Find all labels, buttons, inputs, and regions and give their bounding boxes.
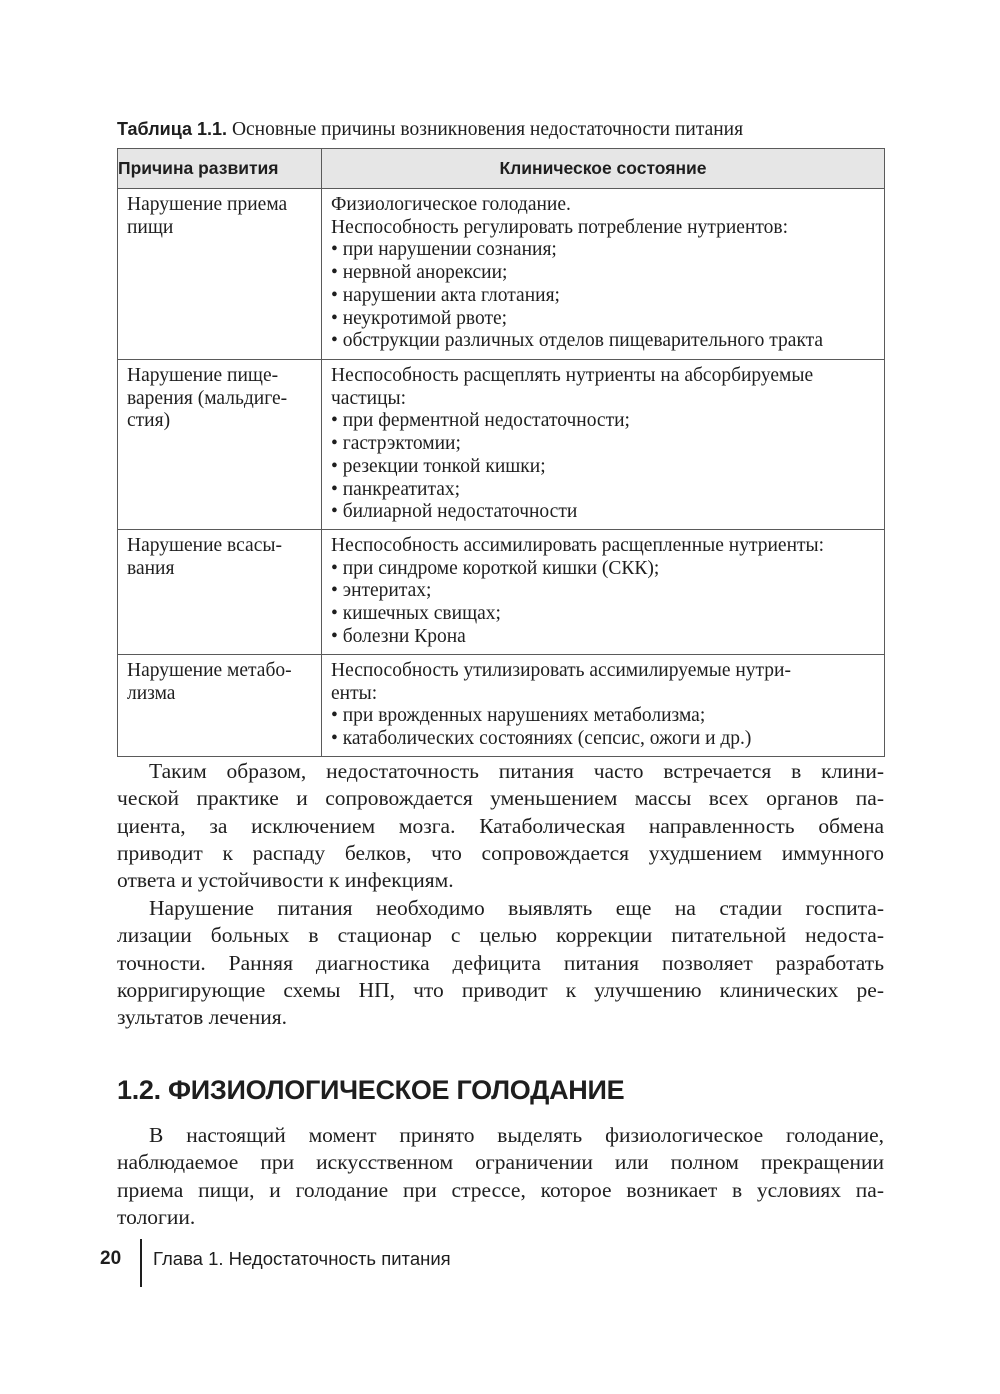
cause-cell <box>118 360 322 530</box>
table-caption-label: Таблица 1.1. <box>117 119 228 139</box>
cause-line: Нарушение метабо- <box>127 660 292 681</box>
section-paragraph <box>117 1122 884 1231</box>
bullet-item: • панкреатитах; <box>331 479 878 502</box>
section-heading: 1.2. ФИЗИОЛОГИЧЕСКОЕ ГОЛОДАНИЕ <box>117 1075 625 1105</box>
bullet-item: • обструкции различных отделов пищеварительного тракта <box>331 330 878 353</box>
footer-divider <box>140 1239 142 1287</box>
state-line: Неспособность расщеплять нутриенты на абсорбируемые <box>331 365 814 386</box>
cause-cell <box>118 189 322 360</box>
cause-line: Нарушение пище- <box>127 365 279 386</box>
bullet-item: • при нарушении сознания; <box>331 239 878 262</box>
bullet-item: • неукротимой рвоте; <box>331 308 878 331</box>
cause-line: вания <box>127 557 175 579</box>
bullet-item: • нервной анорексии; <box>331 262 878 285</box>
bullet-item: • при синдроме короткой кишки (СКК); <box>331 558 878 581</box>
bullet-item: • гастрэктомии; <box>331 433 878 456</box>
paragraph-line: ческой практике и сопровождается уменьшением массы всех органов па- <box>117 786 884 811</box>
state-line: Неспособность утилизировать ассимилируемые нутри- <box>331 660 791 681</box>
bullet-item: • болезни Крона <box>331 626 878 649</box>
header-clinical-state: Клиническое состояние <box>322 149 885 189</box>
paragraph-line: В настоящий момент принято выделять физиологическое голодание, <box>149 1123 884 1147</box>
state-line: Физиологическое голодание. <box>331 194 571 215</box>
paragraph-line: точности. Ранняя диагностика дефицита питания позволяет разработать <box>117 950 884 975</box>
cause-line: лизма <box>127 682 176 704</box>
body-paragraph <box>117 758 884 894</box>
table-header-row <box>118 149 885 189</box>
bullet-item: • резекции тонкой кишки; <box>331 456 878 479</box>
paragraph-line: циента, за исключением мозга. Катаболическая направленность обмена <box>117 813 884 838</box>
cause-cell <box>118 530 322 655</box>
bullet-item: • при врожденных нарушениях метаболизма; <box>331 705 878 728</box>
paragraph-line: наблюдаемое при искусственном ограничении или полном прекращении <box>117 1150 884 1175</box>
paragraph-line: зультатов лечения. <box>117 1005 287 1030</box>
paragraph-line: Нарушение питания необходимо выявлять еще на стадии госпита- <box>149 896 884 920</box>
state-cell <box>322 655 885 757</box>
header-cause: Причина развития <box>118 149 322 189</box>
bullet-item: • при ферментной недостаточности; <box>331 410 878 433</box>
cause-line: варения (мальдиге- <box>127 387 288 409</box>
state-line: Неспособность регулировать потребление нутриентов: <box>331 216 789 238</box>
table-caption <box>117 116 887 143</box>
table-row <box>118 530 885 655</box>
running-title: Глава 1. Недостаточность питания <box>153 1248 451 1269</box>
table-row <box>118 360 885 530</box>
table-row <box>118 655 885 757</box>
cause-line: пищи <box>127 216 174 238</box>
state-line: Неспособность ассимилировать расщепленные нутриенты: <box>331 535 825 556</box>
table-caption-text: Основные причины возникновения недостаточности питания <box>227 119 744 140</box>
page-number: 20 <box>100 1248 122 1269</box>
paragraph-line: приводит к распаду белков, что сопровождается ухудшением иммунного <box>117 840 884 865</box>
state-line: енты: <box>331 682 378 704</box>
paragraph-line: Таким образом, недостаточность питания часто встречается в клини- <box>149 759 884 783</box>
paragraph-line: лизации больных в стационар с целью коррекции питательной недоста- <box>117 923 884 948</box>
bullet-item: • нарушении акта глотания; <box>331 285 878 308</box>
paragraph-line: приема пищи, и голодание при стрессе, которое возникает в условиях па- <box>117 1177 884 1202</box>
paragraph-line: корригирующие схемы НП, что приводит к улучшению клинических ре- <box>117 977 884 1002</box>
cause-line: стия) <box>127 410 171 432</box>
state-cell <box>322 530 885 655</box>
cause-line: Нарушение всасы- <box>127 535 282 556</box>
state-cell <box>322 360 885 530</box>
cause-line: Нарушение приема <box>127 194 288 215</box>
table-row <box>118 189 885 360</box>
paragraph-line: тологии. <box>117 1204 196 1229</box>
body-paragraph <box>117 895 884 1031</box>
state-cell <box>322 189 885 360</box>
bullet-item: • катаболических состояниях (сепсис, ожоги и др.) <box>331 728 878 751</box>
bullet-item: • кишечных свищах; <box>331 603 878 626</box>
cause-cell <box>118 655 322 757</box>
bullet-item: • билиарной недостаточности <box>331 501 878 524</box>
causes-table <box>117 148 885 757</box>
bullet-item: • энтеритах; <box>331 580 878 603</box>
paragraph-line: ответа и устойчивости к инфекциям. <box>117 868 454 893</box>
state-line: частицы: <box>331 387 407 409</box>
